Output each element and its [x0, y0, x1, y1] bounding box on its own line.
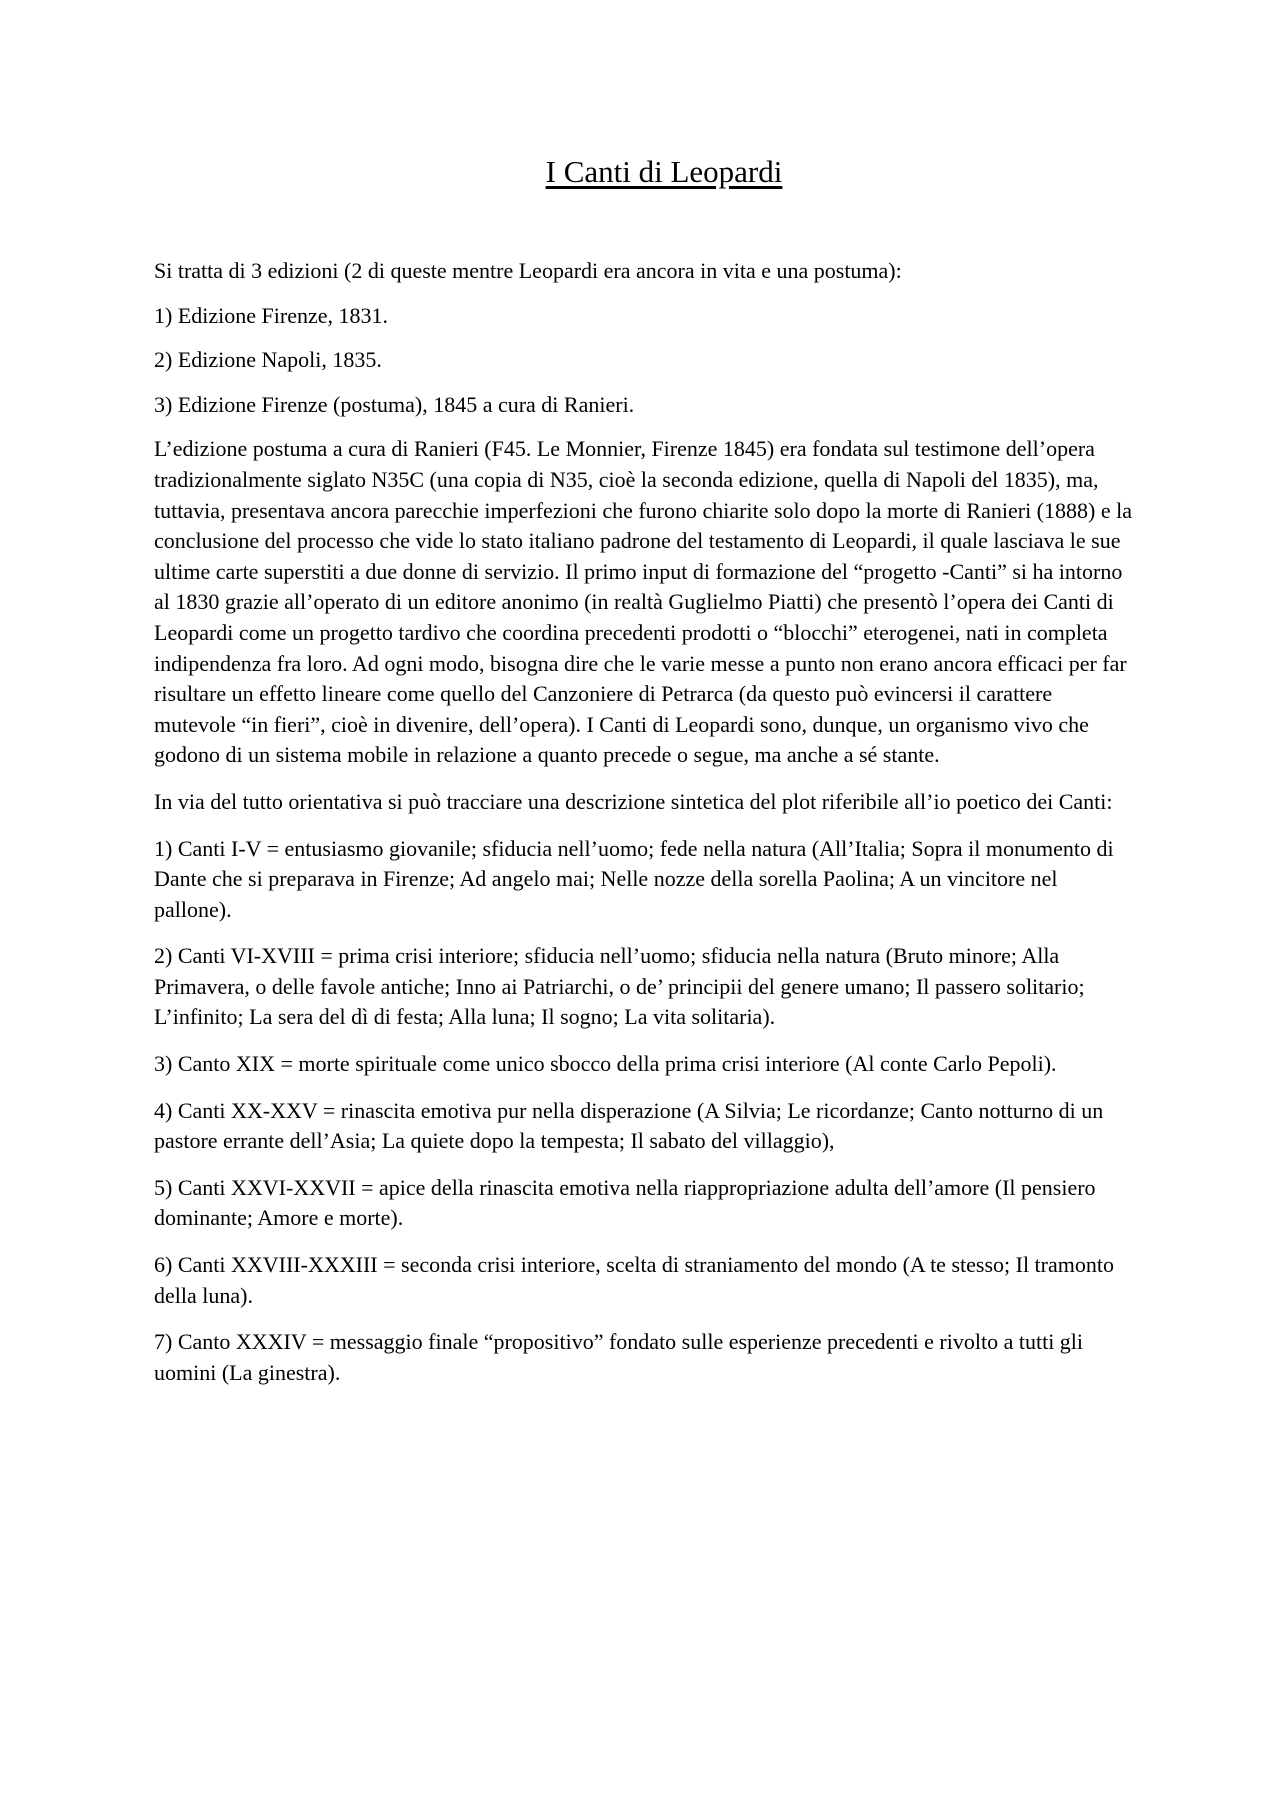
edition-item: 2) Edizione Napoli, 1835. — [154, 347, 382, 373]
intro-paragraph: Si tratta di 3 edizioni (2 di queste mentre Leopardi era ancora in vita e una postuma): — [154, 258, 902, 283]
canti-item: 4) Canti XX-XXV = rinascita emotiva pur nella disperazione (A Silvia; Le ricordanze; Canto notturno di un pastore errante dell’Asia; La quiete dopo la tempesta; Il sabato del villaggio), — [154, 1097, 1104, 1154]
edition-item: 1) Edizione Firenze, 1831. — [154, 302, 388, 328]
edition-item: 3) Edizione Firenze (postuma), 1845 a cura di Ranieri. — [154, 391, 635, 417]
canti-item: 3) Canto XIX = morte spirituale come unico sbocco della prima crisi interiore (Al conte Carlo Pepoli). — [154, 1051, 1057, 1077]
plot-paragraph: In via del tutto orientativa si può tracciare una descrizione sintetica del plot riferibile all’io poetico dei Canti: — [154, 788, 1113, 814]
main-paragraph: L’edizione postuma a cura di Ranieri (F45. Le Monnier, Firenze 1845) era fondata sul testimone dell’opera tradizionalmente siglato N35C (una copia di N35, cioè la seconda edizione, quella di Napoli del 1835), ma, tuttavia, presentava ancora parecchie imperfezioni che furono chiarite solo dopo la morte di Ranieri (1888) e la conclusione del processo che vide lo stato italiano padrone del testamento di Leopardi, il quale lasciava le sue ultime carte superstiti a due donne di servizio. Il primo input di formazione del “progetto -Canti” si ha intorno al 1830 grazie all’operato di un editore anonimo (in realtà Guglielmo Piatti) che presentò l’opera dei Canti di Leopardi come un progetto tardivo che coordina precedenti prodotti o “blocchi” eterogenei, nati in completa indipendenza fra loro. Ad ogni modo, bisogna dire che le varie messe a punto non erano ancora efficaci per far risultare un effetto lineare come quello del Canzoniere di Petrarca (da questo può evincersi il carattere mutevole “in fieri”, cioè in divenire, dell’opera). I Canti di Leopardi sono, dunque, un organismo vivo che godono di un sistema mobile in relazione a quanto precede o segue, ma anche a sé stante. — [154, 436, 1132, 768]
document-title: I Canti di Leopardi — [545, 154, 783, 189]
canti-item: 5) Canti XXVI-XXVII = apice della rinascita emotiva nella riappropriazione adulta dell’amore (Il pensiero dominante; Amore e morte). — [154, 1174, 1096, 1231]
canti-item: 7) Canto XXXIV = messaggio finale “propositivo” fondato sulle esperienze precedenti e rivolto a tutti gli uomini (La ginestra). — [154, 1329, 1084, 1385]
canti-item: 6) Canti XXVIII-XXXIII = seconda crisi interiore, scelta di straniamento del mondo (A te stesso; Il tramonto della luna). — [154, 1252, 1114, 1308]
canti-item: 1) Canti I-V = entusiasmo giovanile; sfiducia nell’uomo; fede nella natura (All’Italia; Sopra il monumento di Dante che si preparava in Firenze; Ad angelo mai; Nelle nozze della sorella Paolina; A un vincitore nel pallone). — [154, 835, 1114, 922]
document-page — [154, 152, 1134, 1404]
canti-item: 2) Canti VI-XVIII = prima crisi interiore; sfiducia nell’uomo; sfiducia nella natura (Bruto minore; Alla Primavera, o delle favole antiche; Inno ai Patriarchi, o de’ principii del genere umano; Il passero solitario; L’infinito; La sera del dì di festa; Alla luna; Il sogno; La vita solitaria). — [154, 943, 1085, 1030]
